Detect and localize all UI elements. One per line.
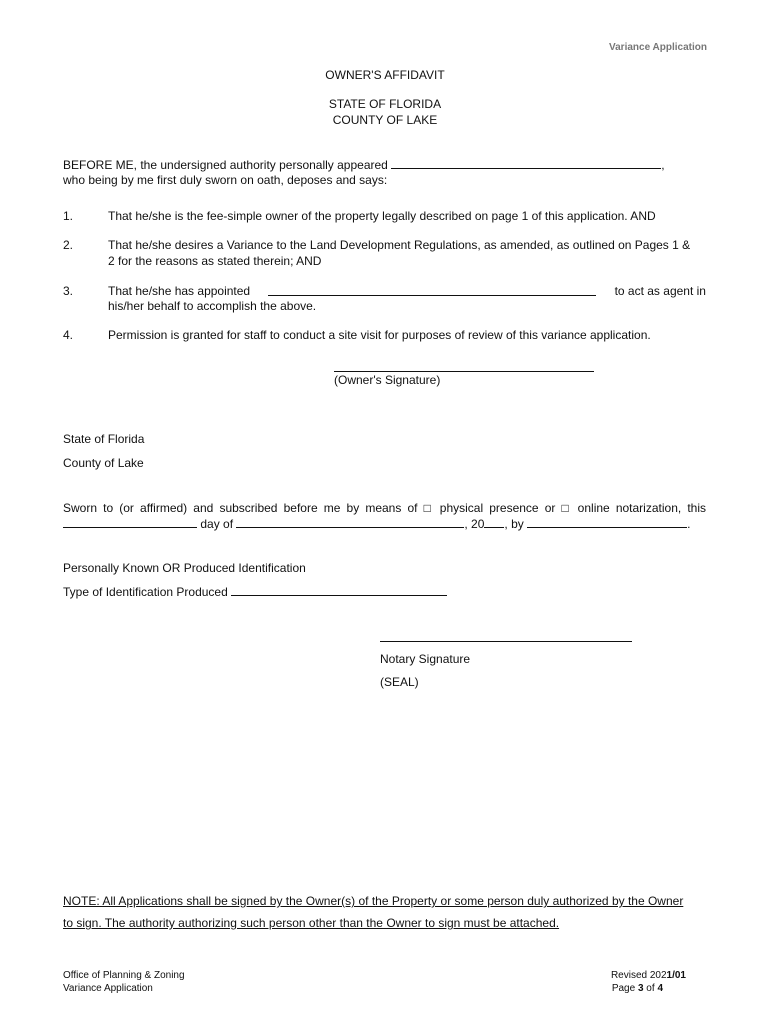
day-of-label: day of [200,517,234,531]
owner-signature-line[interactable] [334,371,594,372]
seal-label: (SEAL) [380,675,419,689]
id-type-label: Type of Identification Produced [63,585,228,599]
county-heading: COUNTY OF LAKE [332,113,438,127]
footer-revised [611,970,686,981]
intro-prefix: BEFORE ME, the undersigned authority personally appeared [63,158,388,172]
id-type-blank[interactable] [231,584,447,596]
item-4-number: 4. [63,328,74,342]
item-3-line-2: his/her behalf to accomplish the above. [108,299,317,313]
footer-office: Office of Planning & Zoning [63,970,185,981]
agent-name-blank[interactable] [268,284,596,296]
notary-county: County of Lake [63,456,144,470]
item-1-text: That he/she is the fee-simple owner of the property legally described on page 1 of this application. AND [108,209,656,223]
intro-suffix: , [661,158,665,172]
sworn-line-2 [63,516,690,531]
item-1-number: 1. [63,209,74,223]
by-label: , by [504,517,524,531]
revised-prefix: Revised 202 [610,970,667,981]
appeared-name-blank[interactable] [391,157,661,169]
item-3-line-1 [108,284,706,298]
id-type-line [63,584,447,599]
note-line-1: NOTE: All Applications shall be signed by the Owner(s) of the Property or some person duly authorized by the Owner [63,894,684,908]
month-blank[interactable] [236,516,464,528]
day-blank[interactable] [63,516,197,528]
header-label: Variance Application [609,42,707,53]
owner-signature-label: (Owner's Signature) [334,373,441,387]
notary-state: State of Florida [63,432,145,446]
footer-page [612,983,663,994]
document-title: OWNER'S AFFIDAVIT [325,68,445,82]
page-current: 3 [637,983,644,994]
sworn-text: Sworn to (or affirmed) and subscribed before me by means of □ physical presence or □ online notarization, this [63,501,706,515]
sworn-end: . [687,517,691,531]
item-3-number: 3. [63,284,74,298]
item-4-text: Permission is granted for staff to conduct a site visit for purposes of review of this variance application. [108,328,651,342]
footer-application: Variance Application [63,983,153,994]
sworn-line-1 [63,501,706,515]
year-blank[interactable] [484,516,504,528]
item-2-line-2: 2 for the reasons as stated therein; AND [108,254,322,268]
page-mid: of [643,983,658,994]
state-heading: STATE OF FLORIDA [328,97,442,111]
by-name-blank[interactable] [527,516,687,528]
year-prefix: , 20 [464,517,485,531]
item-3-suffix: to act as agent in [614,284,706,298]
page-prefix: Page [611,983,638,994]
notary-signature-label: Notary Signature [380,652,471,666]
revised-date: 1/01 [666,970,686,981]
intro-line-2: who being by me first duly sworn on oath, deposes and says: [63,173,388,187]
personally-known: Personally Known OR Produced Identification [63,561,306,575]
item-2-line-1: That he/she desires a Variance to the Land Development Regulations, as amended, as outlined on Pages 1 & [108,238,691,252]
item-3-prefix: That he/she has appointed [108,284,251,298]
notary-signature-line[interactable] [380,641,632,642]
page-total: 4 [657,983,663,994]
item-2-number: 2. [63,238,74,252]
intro-line-1 [63,157,665,172]
note-line-2: to sign. The authority authorizing such person other than the Owner to sign must be attached. [63,916,560,930]
